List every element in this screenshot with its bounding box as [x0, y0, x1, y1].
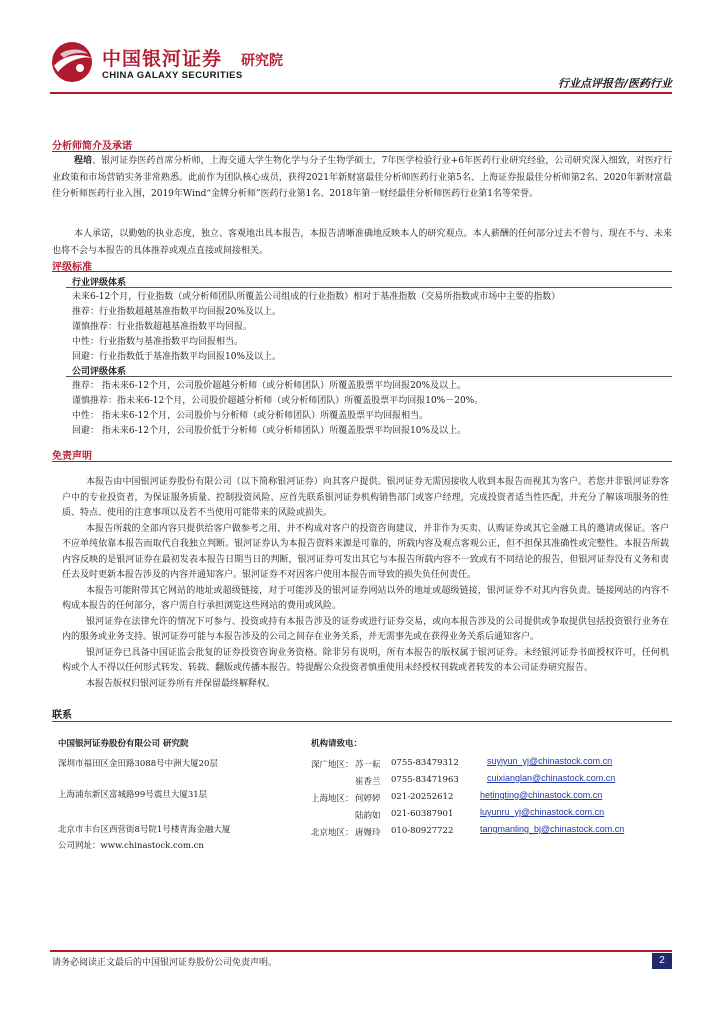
- disclaimer-paragraph: 本报告可能附带其它网站的地址或超级链接，对于可能涉及的银河证券网站以外的地址或超级链接，银河证券不对其内容负责。链接网站的内容不构成本报告的任何部分，客户需自行承担浏览这些网站的费用或风险。: [62, 585, 669, 611]
- contact-email-link[interactable]: luyunru_yj@chinastock.com.cn: [480, 807, 605, 817]
- contact-phone: 0755-83471963: [391, 775, 459, 785]
- contact-region: 上海地区：: [311, 794, 354, 804]
- contact-email-link[interactable]: hetingting@chinastock.com.cn: [480, 790, 603, 800]
- contact-email-link[interactable]: cuixianglan@chinastock.com.cn: [487, 773, 616, 783]
- contact-email-link[interactable]: suyiyun_yj@chinastock.com.cn: [487, 756, 613, 766]
- industry-rating-line: 未来6-12个月，行业指数（或分析师团队所覆盖公司组成的行业指数）相对于基准指数（交易所指数或市场中主要的指数）: [72, 292, 561, 302]
- logo-chinese-name: 中国银河证券: [102, 48, 223, 70]
- contact-address: 北京市丰台区西营街8号院1号楼青海金融大厦: [58, 825, 231, 835]
- galaxy-logo-icon: [50, 40, 94, 84]
- contact-name: 苏一耘: [355, 760, 381, 770]
- contacts-title: 机构请致电：: [311, 739, 363, 749]
- contact-address: 上海浦东新区富城路99号震旦大厦31层: [58, 790, 208, 800]
- contact-address: 深圳市福田区金田路3088号中洲大厦20层: [58, 759, 218, 769]
- contact-phone: 021-60387901: [391, 809, 454, 819]
- footer-divider: [50, 950, 672, 952]
- header-divider: [50, 92, 672, 94]
- disclaimer-paragraph: 银河证券在法律允许的情况下可参与、投资或持有本报告涉及的证券或进行证券交易，或向本报告涉及的公司提供或争取提供包括投资银行业务在内的服务或业务支持。银河证券可能与本报告涉及的公司之间存在业务关系，并无需事先或在获得业务关系后通知客户。: [62, 616, 669, 642]
- industry-rating-title: 行业评级体系: [72, 278, 127, 288]
- analyst-pledge: 本人承诺，以勤勉的执业态度，独立、客观地出具本报告，本报告清晰准确地反映本人的研究观点。本人薪酬的任何部分过去不曾与、现在不与、未来也将不会与本报告的具体推荐或观点直接或间接相关。: [52, 229, 672, 256]
- contact-phone: 021-20252612: [391, 792, 454, 802]
- disclaimer-paragraph: 银河证券已具备中国证监会批复的证券投资咨询业务资格。除非另有说明，所有本报告的版权属于银河证券。未经银河证券书面授权许可，任何机构或个人不得以任何形式转发、转载、翻版或传播本报告。特提醒公众投资者慎重使用未经授权刊载或者转发的本公司证券研究报告。: [62, 647, 669, 673]
- company-rating-line: 中性： 指未来6-12个月，公司股价与分析师（或分析师团队）所覆盖股票平均回报相当。: [72, 411, 429, 421]
- contact-email-link[interactable]: tangmanling_bj@chinastock.com.cn: [480, 824, 625, 834]
- contact-name: 唐嫚玲: [355, 828, 381, 838]
- contact-section-divider: [52, 721, 672, 722]
- contact-name: 陆韵如: [355, 811, 381, 821]
- company-rating-line: 谨慎推荐：指未来6-12个月，公司股价超越分析师（或分析师团队）所覆盖股票平均回报10%－20%。: [72, 396, 484, 406]
- industry-rating-divider: [66, 287, 672, 288]
- contact-phone: 010-80927722: [391, 826, 454, 836]
- logo-institute: 研究院: [241, 53, 283, 69]
- disclaimer-paragraph: 本报告所载的全部内容只提供给客户做参考之用，并不构成对客户的投资咨询建议，并非作为买卖、认购证券或其它金融工具的邀请或保证。客户不应单纯依靠本报告而取代自我独立判断。银河证券认为本报告资料来源是可靠的，所载内容及观点客观公正，但不担保其准确性或完整性。本报告所载内容反映的是银河证券在最初发表本报告日期当日的判断，银河证券可发出其它与本报告所载内容不一致或有不同结论的报告，但银河证券没有义务和责任去及时更新本报告涉及的内容并通知客户。银河证券不对因客户使用本报告而导致的损失负任何责任。: [62, 523, 669, 580]
- analyst-bio: [52, 153, 672, 203]
- industry-rating-line: 推荐：行业指数超越基准指数平均回报20%及以上。: [72, 307, 282, 317]
- industry-rating-line: 中性：行业指数与基准指数平均回报相当。: [72, 337, 244, 347]
- company-logo: [50, 40, 290, 88]
- contact-region: 北京地区：: [311, 828, 354, 838]
- analyst-section-title: 分析师简介及承诺: [52, 141, 132, 152]
- footer-notice: 请务必阅读正文最后的中国银河证券股份公司免责声明。: [52, 958, 278, 968]
- contact-phone: 0755-83479312: [391, 758, 459, 768]
- contact-website: 公司网址：www.chinastock.com.cn: [58, 841, 204, 851]
- disclaimer-paragraph: 本报告由中国银河证券股份有限公司（以下简称银河证券）向其客户提供。银河证券无需因接收人收到本报告而视其为客户。若您并非银河证券客户中的专业投资者，为保证服务质量、控制投资风险、应首先联系银河证券机构销售部门或客户经理，完成投资者适当性匹配，并充分了解该项服务的性质、特点、使用的注意事项以及若不当使用可能带来的风险或损失。: [62, 477, 669, 518]
- disclaimer-section-title: 免责声明: [52, 451, 92, 462]
- logo-english-name: CHINA GALAXY SECURITIES: [102, 70, 243, 81]
- contact-section-title: 联系: [52, 710, 72, 721]
- analyst-bio-text: 、银河证券医药首席分析师，上海交通大学生物化学与分子生物学硕士，7年医学检验行业+6年医药行业研究经验，公司研究深入细致，对医疗行业政策和市场营销实务非常熟悉。此前作为团队核心成员，获得2021年新财富最佳分析师医药行业第5名、上海证券报最佳分析师第2名、2020年新财富最佳分析师医药行业入围，2019年Wind“金牌分析师”医药行业第1名、2018年第一财经最佳分析师医药行业第1名等荣誉。: [52, 156, 672, 199]
- company-rating-title: 公司评级体系: [72, 367, 127, 377]
- rating-section-title: 评级标准: [52, 262, 92, 273]
- report-type: 行业点评报告/医药行业: [557, 77, 672, 90]
- company-rating-line: 推荐： 指未来6-12个月，公司股价超越分析师（或分析师团队）所覆盖股票平均回报20%及以上。: [72, 381, 467, 391]
- company-rating-divider: [66, 376, 672, 377]
- company-rating-line: 回避： 指未来6-12个月，公司股价低于分析师（或分析师团队）所覆盖股票平均回报10%及以上。: [72, 426, 467, 436]
- disclaimer-body: [62, 475, 669, 692]
- disclaimer-section-divider: [52, 461, 672, 462]
- rating-section-divider: [52, 271, 672, 272]
- page-number: 2: [652, 953, 672, 969]
- contact-name: 何婷婷: [355, 794, 381, 804]
- industry-rating-line: 谨慎推荐：行业指数超越基准指数平均回报。: [72, 322, 253, 332]
- analyst-name: 程培: [74, 156, 93, 166]
- industry-rating-line: 回避：行业指数低于基准指数平均回报10%及以上。: [72, 352, 282, 362]
- contact-region: 深广地区：: [311, 760, 354, 770]
- contact-name: 崔香兰: [355, 777, 381, 787]
- contact-company: 中国银河证券股份有限公司 研究院: [58, 739, 189, 749]
- analyst-section-divider: [52, 151, 672, 152]
- disclaimer-paragraph: 本报告版权归银河证券所有并保留最终解释权。: [86, 678, 276, 689]
